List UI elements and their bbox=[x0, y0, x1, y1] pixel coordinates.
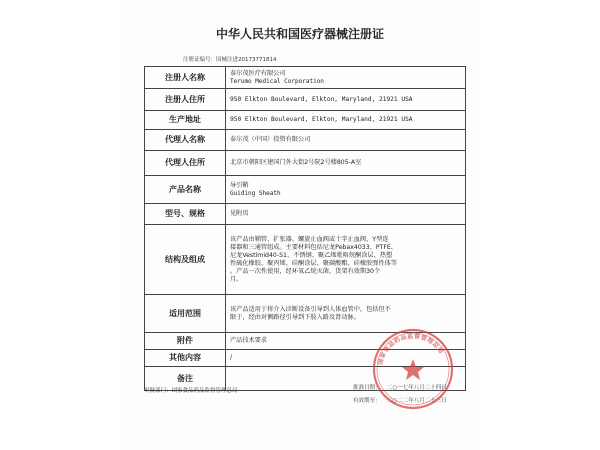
row-value: / bbox=[226, 350, 466, 367]
approving-department: 审批部门：国家食品药品监督管理总局 bbox=[144, 388, 238, 394]
table-row bbox=[145, 151, 466, 176]
document-title: 中华人民共和国医疗器械注册证 bbox=[215, 27, 384, 41]
table-row bbox=[145, 204, 466, 225]
row-label: 代理人住所 bbox=[145, 151, 226, 176]
row-value bbox=[226, 225, 466, 295]
value-line: Terumo Medical Corporation bbox=[230, 77, 324, 85]
row-label: 注册人住所 bbox=[145, 89, 226, 111]
table-row bbox=[145, 89, 466, 111]
row-value: 见附页 bbox=[226, 204, 466, 225]
table-row bbox=[145, 295, 466, 333]
row-label: 适用范围 bbox=[145, 295, 226, 333]
row-label: 型号、规格 bbox=[145, 204, 226, 225]
value-line: 尼龙Vestimid40-S1、不锈钢、聚乙烯吡咯烷酮涂层、热塑 bbox=[230, 251, 393, 259]
row-value bbox=[226, 295, 466, 333]
row-value: 产品技术要求 bbox=[226, 333, 466, 350]
certificate-page bbox=[120, 0, 480, 450]
row-label: 结构及组成 bbox=[145, 225, 226, 295]
table-row bbox=[145, 176, 466, 204]
value-line: 。产品一次性使用，经环氧乙烷灭菌，货架有效期30个 bbox=[230, 267, 381, 275]
row-value: 950 Elkton Boulevard, Elkton, Maryland, 21921 USA bbox=[226, 89, 466, 111]
row-label: 备注 bbox=[145, 367, 226, 391]
approval-date: 二○一七年八月二十四日 bbox=[387, 385, 447, 391]
row-value bbox=[226, 176, 466, 204]
table-row bbox=[145, 130, 466, 151]
value-line: 限于，经由对侧路径引导到下肢入路及肾动脉。 bbox=[230, 313, 360, 321]
value-line: 该产品由鞘管、扩张器、螺旋止血阀或十字止血阀、Y型连 bbox=[230, 235, 389, 243]
approval-date-label: 批准日期： bbox=[353, 385, 381, 391]
value-line: 该产品适用于将介入诊断设备引导到人体血管中，包括但不 bbox=[230, 305, 391, 313]
valid-until-date: 二○二二年八月二十三日 bbox=[387, 398, 447, 404]
row-label: 其他内容 bbox=[145, 350, 226, 367]
value-line: Guiding Sheath bbox=[230, 189, 281, 197]
row-value: 950 Elkton Boulevard, Elkton, Maryland, 21921 USA bbox=[226, 111, 466, 130]
value-line: 接器和三通管组成。主要材料包括尼龙Pebax4033、PTFE、 bbox=[230, 243, 397, 251]
row-value bbox=[226, 67, 466, 89]
value-line: 泰尔茂医疗有限公司 bbox=[230, 69, 286, 77]
row-value: 泰尔茂（中国）投资有限公司 bbox=[226, 130, 466, 151]
row-label: 代理人名称 bbox=[145, 130, 226, 151]
registration-number: 注册证编号：国械注进20173771814 bbox=[183, 57, 277, 63]
table-row bbox=[145, 67, 466, 89]
row-label: 生产地址 bbox=[145, 111, 226, 130]
table-row bbox=[145, 225, 466, 295]
value-line: 月。 bbox=[230, 275, 243, 283]
value-line: 性硫化橡胶、聚丙烯、硅酮涂层、聚碳酸酯、硅橡胶弹性体等 bbox=[230, 259, 398, 267]
row-value: 北京市朝阳区建国门外大街2号院2号楼805-A室 bbox=[226, 151, 466, 176]
valid-until-label: 有效期至： bbox=[353, 398, 381, 404]
row-label: 附件 bbox=[145, 333, 226, 350]
table-row bbox=[145, 111, 466, 130]
value-line: 导引鞘 bbox=[230, 181, 249, 189]
seal-text: 国家食品药品监督管理总局 bbox=[377, 332, 445, 366]
row-label: 注册人名称 bbox=[145, 67, 226, 89]
row-label: 产品名称 bbox=[145, 176, 226, 204]
